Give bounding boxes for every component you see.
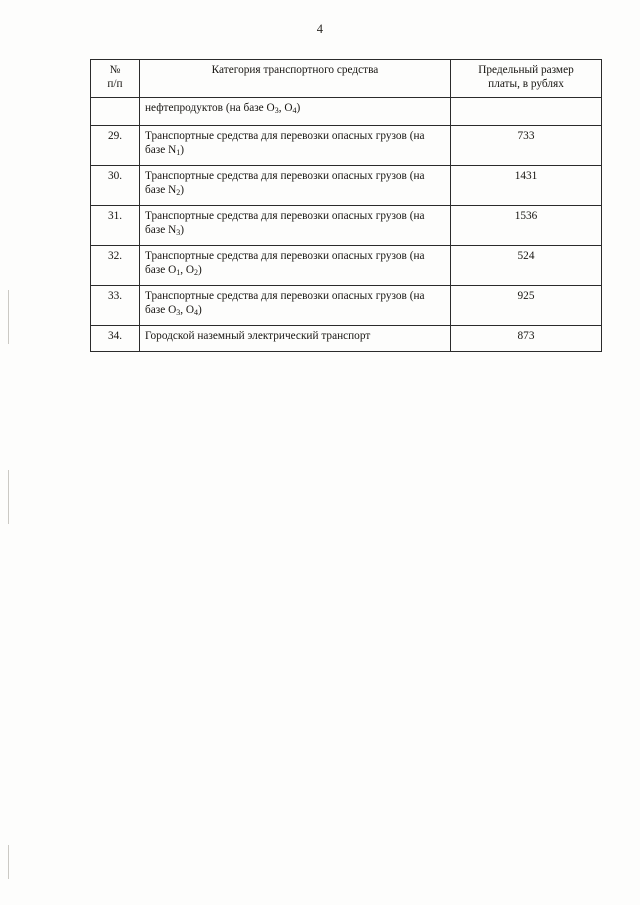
scan-edge-mark xyxy=(8,290,9,344)
cell-price: 1536 xyxy=(451,205,602,245)
cell-number: 33. xyxy=(91,285,140,325)
cell-category-text: Транспортные средства для перевозки опасных грузов (на базе $N_2$) xyxy=(145,169,425,198)
cell-price: 524 xyxy=(451,245,602,285)
column-header-number-line2: п/п xyxy=(107,77,123,90)
cell-category xyxy=(140,245,451,285)
subscript: 3 xyxy=(176,228,181,238)
cell-category-text: Транспортные средства для перевозки опасных грузов (на базе $О_1$, $О_2$) xyxy=(145,249,425,278)
column-header-price-line2: платы, в рублях xyxy=(488,77,564,90)
cell-number: 32. xyxy=(91,245,140,285)
cell-number: 31. xyxy=(91,205,140,245)
cell-price xyxy=(451,97,602,125)
cell-price: 925 xyxy=(451,285,602,325)
cell-category-text: Транспортные средства для перевозки опасных грузов (на базе $О_3$, $О_4$) xyxy=(145,289,425,318)
cell-number: 34. xyxy=(91,325,140,351)
cell-category xyxy=(140,285,451,325)
table-row xyxy=(91,125,602,165)
column-header-price xyxy=(451,60,602,98)
table-row xyxy=(91,285,602,325)
page-number: 4 xyxy=(316,22,324,36)
column-header-price-line1: Предельный размер xyxy=(478,64,574,76)
subscript: 4 xyxy=(292,106,297,116)
cell-category xyxy=(140,205,451,245)
cell-category-text: Городской наземный электрический транспорт xyxy=(145,329,371,342)
cell-category xyxy=(140,325,451,351)
table-header-row xyxy=(91,60,602,98)
subscript: 3 xyxy=(274,106,279,116)
cell-price: 873 xyxy=(451,325,602,351)
table-row xyxy=(91,97,602,125)
cell-category xyxy=(140,97,451,125)
table-row xyxy=(91,165,602,205)
table-row xyxy=(91,245,602,285)
table-header xyxy=(91,60,602,98)
table-row xyxy=(91,205,602,245)
cell-number: 30. xyxy=(91,165,140,205)
cell-category xyxy=(140,125,451,165)
tariff-table xyxy=(90,59,602,352)
tariff-table-wrapper xyxy=(90,59,574,352)
scan-edge-mark xyxy=(8,470,9,524)
subscript: 3 xyxy=(176,308,181,318)
column-header-category: Категория транспортного средства xyxy=(140,60,451,98)
scan-edge-mark xyxy=(8,845,9,879)
subscript: 2 xyxy=(176,188,181,198)
cell-price: 1431 xyxy=(451,165,602,205)
cell-category-text: Транспортные средства для перевозки опасных грузов (на базе $N_3$) xyxy=(145,209,425,238)
cell-number xyxy=(91,97,140,125)
cell-price: 733 xyxy=(451,125,602,165)
subscript: 2 xyxy=(194,268,199,278)
table-body xyxy=(91,97,602,351)
column-header-number-line1: № xyxy=(109,64,121,76)
subscript: 1 xyxy=(176,268,181,278)
subscript: 4 xyxy=(194,308,199,318)
cell-category-text: нефтепродуктов (на базе $О_3$, $О_4$) xyxy=(145,101,301,116)
cell-category-text: Транспортные средства для перевозки опасных грузов (на базе $N_1$) xyxy=(145,129,425,158)
subscript: 1 xyxy=(176,148,181,158)
cell-category xyxy=(140,165,451,205)
column-header-number xyxy=(91,60,140,98)
table-row xyxy=(91,325,602,351)
cell-number: 29. xyxy=(91,125,140,165)
